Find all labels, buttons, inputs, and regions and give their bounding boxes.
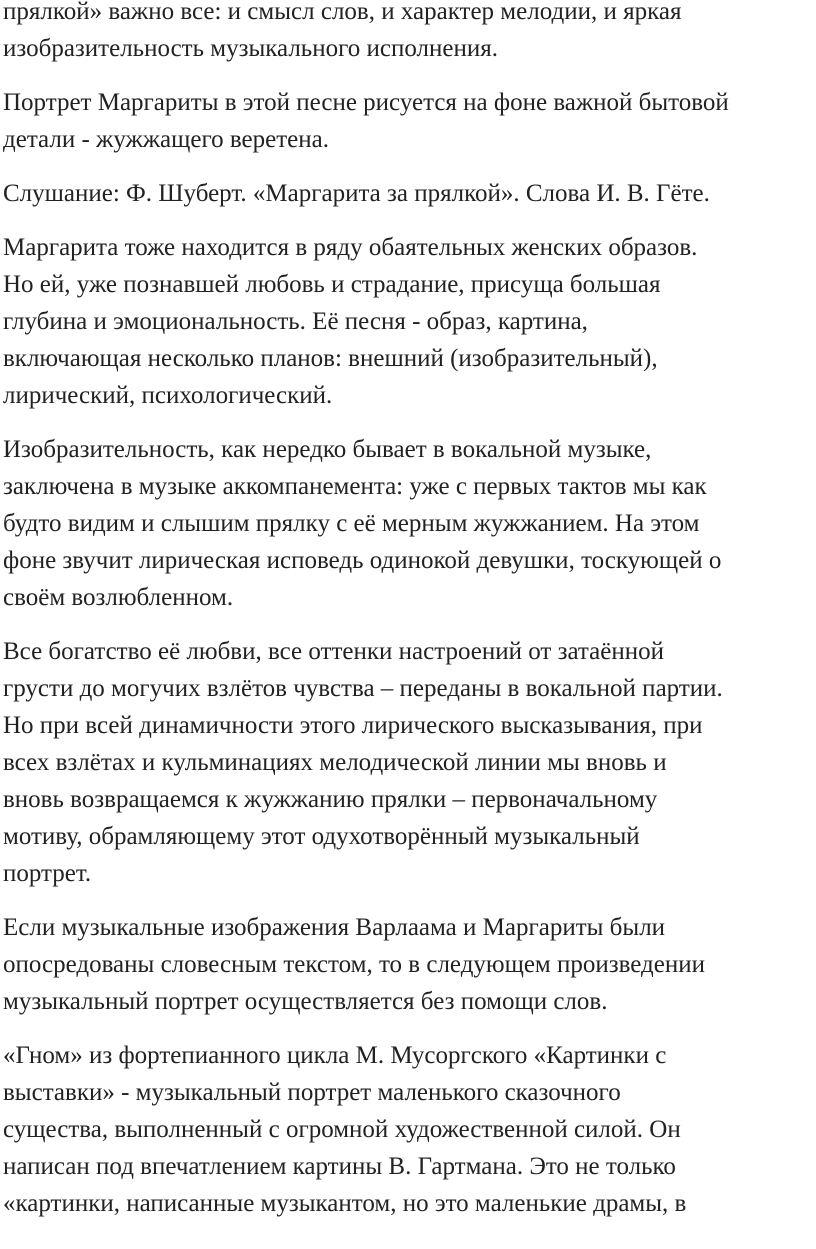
text-line: Но при всей динамичности этого лирического высказывания, при <box>3 712 703 739</box>
text-line: опосредованы словесным текстом, то в следующем произведении <box>3 951 706 978</box>
text-line: Изобразительность, как нередко бывает в вокальной музыке, <box>3 436 652 463</box>
text-line: портрет. <box>3 860 92 887</box>
text-line: Все богатство её любви, все оттенки настроений от затаённой <box>3 638 664 665</box>
text-line: детали - жужжащего веретена. <box>3 126 329 153</box>
text-line: Портрет Маргариты в этой песне рисуется на фоне важной бытовой <box>3 89 729 116</box>
text-line: существа, выполненный с огромной художественной силой. Он <box>3 1116 681 1143</box>
paragraph <box>3 0 816 67</box>
paragraph <box>3 84 816 158</box>
paragraph <box>3 909 816 1020</box>
paragraph <box>3 1037 816 1222</box>
text-line: «Гном» из фортепианного цикла М. Мусоргского «Картинки с <box>3 1042 667 1069</box>
text-line: «картинки, написанные музыкантом, но это маленькие драмы, в <box>3 1190 687 1217</box>
text-line: включающая несколько планов: внешний (изобразительный), <box>3 345 658 372</box>
text-line: мотиву, обрамляющему этот одухотворённый музыкальный <box>3 823 640 850</box>
text-line: музыкальный портрет осуществляется без помощи слов. <box>3 988 608 1015</box>
text-line: всех взлётах и кульминациях мелодической линии мы вновь и <box>3 749 667 776</box>
text-line: прялкой» важно все: и смысл слов, и характер мелодии, и яркая <box>3 0 682 25</box>
text-line: выставки» - музыкальный портрет маленького сказочного <box>3 1079 621 1106</box>
text-line: Если музыкальные изображения Варлаама и Маргариты были <box>3 914 666 941</box>
text-line: будто видим и слышим прялку с её мерным жужжанием. На этом <box>3 510 700 537</box>
text-line: лирический, психологический. <box>3 382 333 409</box>
text-line: вновь возвращаемся к жужжанию прялки – первоначальному <box>3 786 658 813</box>
document-body <box>3 0 816 1239</box>
paragraph <box>3 175 816 212</box>
text-line: Слушание: Ф. Шуберт. «Маргарита за прялкой». Слова И. В. Гёте. <box>3 180 710 207</box>
text-line: глубина и эмоциональность. Её песня - образ, картина, <box>3 308 588 335</box>
text-line: Но ей, уже познавшей любовь и страдание, присуща большая <box>3 271 661 298</box>
text-line: Маргарита тоже находится в ряду обаятельных женских образов. <box>3 234 698 261</box>
paragraph <box>3 431 816 616</box>
text-line: своём возлюбленном. <box>3 584 234 611</box>
text-line: написан под впечатлением картины В. Гартмана. Это не только <box>3 1153 676 1180</box>
paragraph <box>3 229 816 414</box>
text-line: заключена в музыке аккомпанемента: уже с первых тактов мы как <box>3 473 707 500</box>
paragraph <box>3 633 816 892</box>
text-line: фоне звучит лирическая исповедь одинокой девушки, тоскующей о <box>3 547 722 574</box>
text-line: изобразительность музыкального исполнения. <box>3 35 498 62</box>
text-line: грусти до могучих взлётов чувства – переданы в вокальной партии. <box>3 675 723 702</box>
